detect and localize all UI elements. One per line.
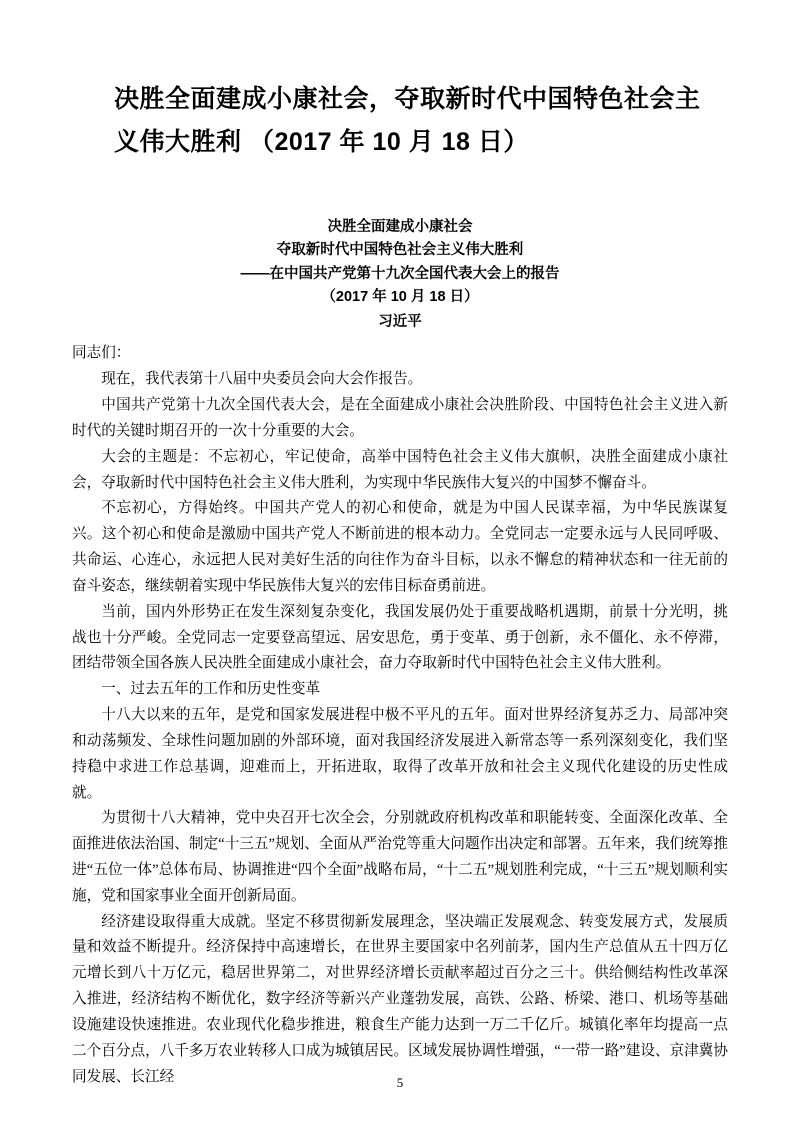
document-body xyxy=(72,341,728,1090)
section-heading-one: 一、过去五年的工作和历史性变革 xyxy=(101,681,321,698)
paragraph-salutation: 同志们： xyxy=(72,345,131,362)
report-subtitle: ——在中国共产党第十九次全国代表大会上的报告 xyxy=(240,265,560,282)
paragraph: 经济建设取得重大成就。坚定不移贯彻新发展理念，坚决端正发展观念、转变发展方式，发展质量和效益不断提升。经济保持中高速增长，在世界主要国家中名列前茅，国内生产总值从五十四万亿元增长到八十万亿元，稳居世界第二，对世界经济增长贡献率超过百分之三十。供给侧结构性改革深入推进，经济结构不断优化，数字经济等新兴产业蓬勃发展，高铁、公路、桥梁、港口、机场等基础设施建设快速推进。农业现代化稳步推进，粮食生产能力达到一万二千亿斤。城镇化率年均提高一点二个百分点，八千多万农业转移人口成为城镇居民。区域发展协调性增强，“一带一路”建设、京津冀协同发展、长江经 xyxy=(72,913,728,1085)
paragraph: 不忘初心，方得始终。中国共产党人的初心和使命，就是为中国人民谋幸福，为中华民族谋复兴。这个初心和使命是激励中国共产党人不断前进的根本动力。全党同志一定要永远与人民同呼吸、共命运、心连心，永远把人民对美好生活的向往作为奋斗目标，以永不懈怠的精神状态和一往无前的奋斗姿态，继续朝着实现中华民族伟大复兴的宏伟目标奋勇前进。 xyxy=(72,500,728,594)
paragraph: 现在，我代表第十八届中央委员会向大会作报告。 xyxy=(101,371,423,388)
paragraph: 中国共产党第十九次全国代表大会，是在全面建成小康社会决胜阶段、中国特色社会主义进入新时代的关键时期召开的一次十分重要的大会。 xyxy=(72,397,728,439)
paragraph: 当前，国内外形势正在发生深刻复杂变化，我国发展仍处于重要战略机遇期，前景十分光明，挑战也十分严峻。全党同志一定要登高望远、居安思危，勇于变革、勇于创新，永不僵化、永不停滞，团结带领全国各族人民决胜全面建成小康社会，奋力夺取新时代中国特色社会主义伟大胜利。 xyxy=(72,603,728,672)
paragraph: 为贯彻十八大精神，党中央召开七次全会，分别就政府机构改革和职能转变、全面深化改革、全面推进依法治国、制定“十三五”规划、全面从严治党等重大问题作出决定和部署。五年来，我们统筹推进“五位一体”总体布局、协调推进“四个全面”战略布局，“十二五”规划胜利完成，“十三五”规划顺利实施，党和国家事业全面开创新局面。 xyxy=(72,810,728,904)
report-date: （2017 年 10 月 18 日） xyxy=(321,289,479,306)
report-title-line-1: 决胜全面建成小康社会 xyxy=(327,219,473,235)
report-title-line-2: 夺取新时代中国特色社会主义伟大胜利 xyxy=(276,242,524,259)
report-title-block xyxy=(72,216,728,334)
page-number: 5 xyxy=(396,1075,404,1090)
title-spacer xyxy=(72,164,728,216)
page-title: 决胜全面建成小康社会，夺取新时代中国特色社会主义伟大胜利 （2017 年 10 月 18 日） xyxy=(114,85,701,156)
paragraph: 十八大以来的五年，是党和国家发展进程中极不平凡的五年。面对世界经济复苏乏力、局部冲突和动荡频发、全球性问题加剧的外部环境，面对我国经济发展进入新常态等一系列深刻变化，我们坚持稳中求进工作总基调，迎难而上，开拓进取，取得了改革开放和社会主义现代化建设的历史性成就。 xyxy=(72,707,728,801)
paragraph: 大会的主题是：不忘初心，牢记使命，高举中国特色社会主义伟大旗帜，决胜全面建成小康社会，夺取新时代中国特色社会主义伟大胜利，为实现中华民族伟大复兴的中国梦不懈奋斗。 xyxy=(72,448,728,491)
report-author: 习近平 xyxy=(378,313,422,330)
